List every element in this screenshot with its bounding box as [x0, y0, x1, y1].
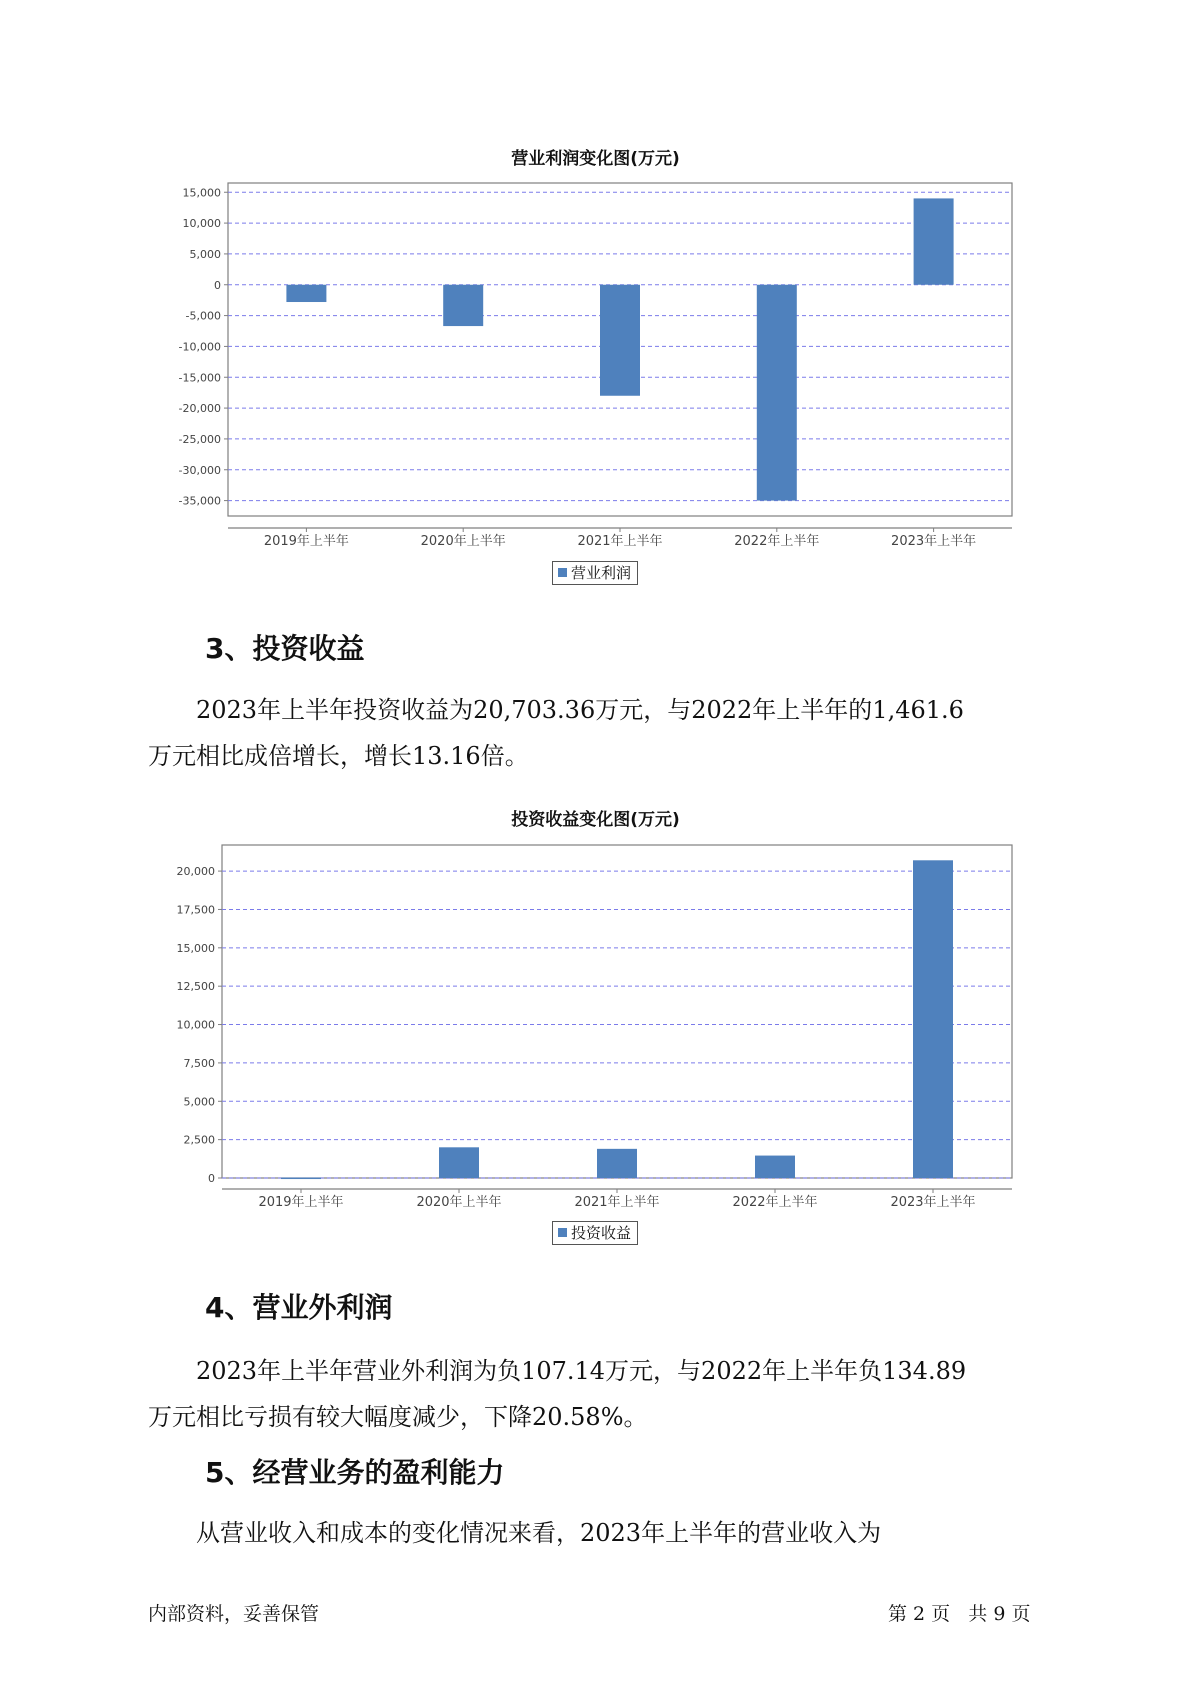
- y-tick-label: 15,000: [176, 941, 215, 955]
- chart1-legend-label: 营业利润: [571, 564, 632, 582]
- x-tick-label: 2020年上半年: [420, 534, 506, 549]
- y-tick-label: 0: [208, 1172, 215, 1185]
- paragraph-nonop-line2: 万元相比亏损有较大幅度减少，下降20.58%。: [148, 1403, 648, 1431]
- paragraph-nonop-line1: 2023年上半年营业外利润为负107.14万元，与2022年上半年负134.89: [196, 1357, 967, 1385]
- y-tick-label: 10,000: [182, 217, 221, 231]
- y-tick-label: 5,000: [189, 247, 221, 261]
- y-tick-label: -35,000: [178, 494, 221, 508]
- y-tick-label: 5,000: [183, 1095, 215, 1109]
- chart2-legend: [552, 1221, 638, 1245]
- paragraph-capability-line1: 从营业收入和成本的变化情况来看，2023年上半年的营业收入为: [196, 1519, 882, 1547]
- section-heading-investment: 3、投资收益: [205, 632, 365, 665]
- x-tick-label: 2021年上半年: [574, 1195, 660, 1210]
- paragraph-capability: [148, 1510, 1048, 1556]
- x-tick-label: 2022年上半年: [734, 534, 820, 549]
- bar: [597, 1149, 637, 1178]
- y-tick-label: 12,500: [176, 980, 215, 994]
- bar: [281, 1178, 321, 1180]
- section-heading-capability: 5、经营业务的盈利能力: [205, 1456, 505, 1489]
- y-tick-label: 20,000: [176, 865, 215, 879]
- y-tick-label: 0: [214, 278, 221, 292]
- y-tick-label: -25,000: [178, 432, 221, 446]
- y-tick-label: -5,000: [185, 309, 221, 323]
- x-tick-label: 2019年上半年: [258, 1195, 344, 1210]
- footer-page-number: 第 2 页 共 9 页: [888, 1603, 1031, 1625]
- footer-confidential-note: 内部资料，妥善保管: [148, 1603, 320, 1625]
- y-tick-label: 15,000: [182, 186, 221, 200]
- x-tick-label: 2023年上半年: [890, 1195, 976, 1210]
- x-tick-label: 2022年上半年: [732, 1195, 818, 1210]
- x-tick-label: 2020年上半年: [416, 1195, 502, 1210]
- paragraph-investment-line2: 万元相比成倍增长，增长13.16倍。: [148, 742, 529, 770]
- y-tick-label: 17,500: [176, 903, 215, 917]
- y-tick-label: -30,000: [178, 463, 221, 477]
- chart2-legend-label: 投资收益: [571, 1224, 632, 1242]
- bar: [755, 1156, 795, 1178]
- legend-swatch-icon: [558, 1228, 567, 1237]
- section-heading-nonop: 4、营业外利润: [205, 1291, 393, 1324]
- chart1-title: 营业利润变化图(万元): [511, 149, 680, 169]
- y-tick-label: 7,500: [183, 1056, 215, 1070]
- x-tick-label: 2019年上半年: [263, 534, 349, 549]
- x-tick-label: 2023年上半年: [891, 534, 977, 549]
- chart2-title: 投资收益变化图(万元): [511, 810, 680, 830]
- y-tick-label: -15,000: [178, 371, 221, 385]
- x-tick-label: 2021年上半年: [577, 534, 663, 549]
- y-tick-label: 2,500: [183, 1133, 215, 1147]
- paragraph-investment-line1: 2023年上半年投资收益为20,703.36万元，与2022年上半年的1,461.6: [196, 696, 964, 724]
- plot-area: [222, 845, 1012, 1178]
- paragraph-nonop: [148, 1348, 1048, 1440]
- bar: [439, 1147, 479, 1178]
- bar: [913, 860, 953, 1178]
- y-tick-label: -10,000: [178, 340, 221, 354]
- y-tick-label: 10,000: [176, 1018, 215, 1032]
- y-tick-label: -20,000: [178, 402, 221, 416]
